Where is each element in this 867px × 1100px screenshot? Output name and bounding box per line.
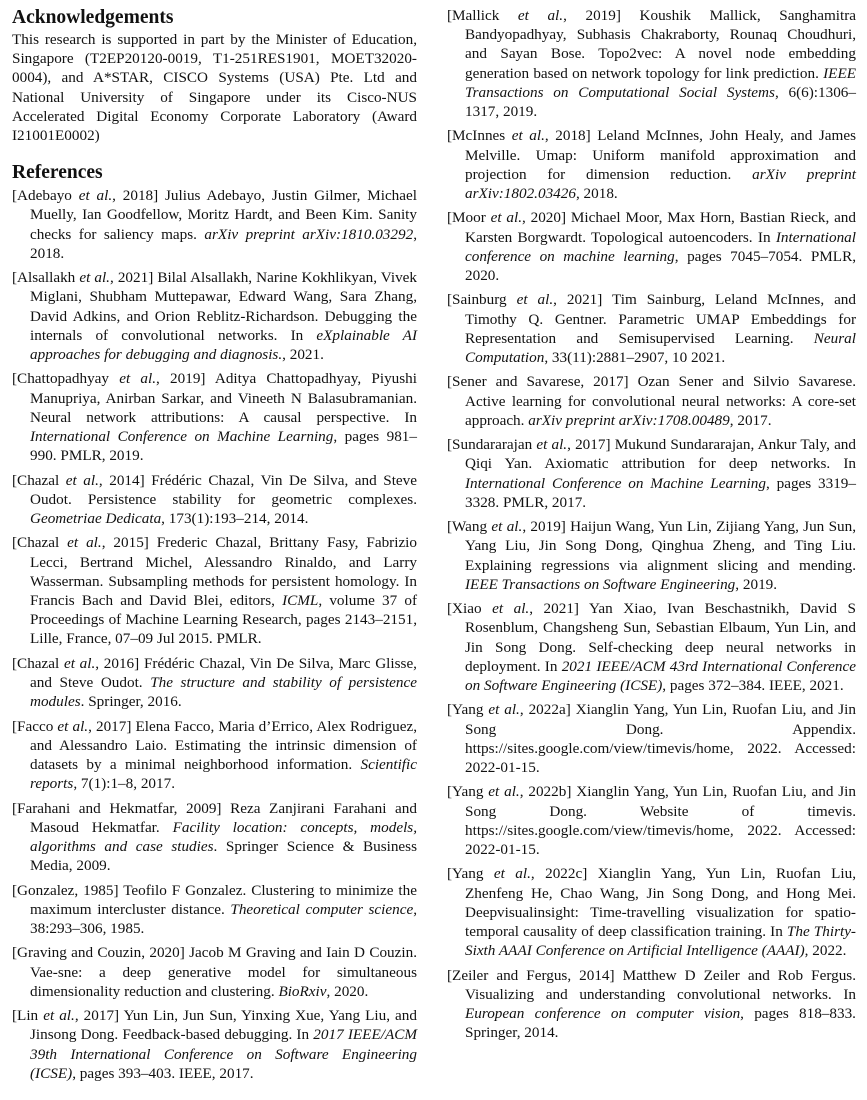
- reference-key-year: , 2018]: [112, 187, 166, 205]
- reference-details: , 7(1):1–8, 2017.: [73, 775, 175, 793]
- reference-entry: [447, 864, 856, 960]
- reference-details: , 2018.: [575, 185, 618, 203]
- reference-venue: European conference on computer vision: [465, 1005, 741, 1023]
- reference-authors-title: Michael Moor, Max Horn, Bastian Rieck, and Karsten Borgwardt. Topological autoencoders. In: [465, 209, 856, 246]
- reference-key: [Facco: [12, 717, 58, 735]
- reference-etal: et al.: [490, 209, 523, 227]
- reference-etal: et al.: [63, 654, 96, 672]
- reference-key: [Sener and Savarese, 2017]: [447, 373, 638, 391]
- reference-details: , volume 37 of Proceedings of Machine Learning Research, pages 2143–2151, Lille, France, 07–09 Jul 2015. PMLR.: [30, 592, 417, 648]
- reference-key-year: , 2022c]: [530, 865, 598, 883]
- reference-etal: et al.: [511, 127, 545, 145]
- reference-key: [Mallick: [447, 7, 518, 24]
- reference-key-year: , 2017]: [88, 717, 136, 735]
- reference-etal: et al.: [488, 701, 520, 719]
- reference-key: [Chattopadhyay: [12, 370, 120, 388]
- reference-details: , 2018.: [30, 225, 417, 262]
- reference-entry: [447, 700, 856, 777]
- reference-key: [Zeiler and Fergus, 2014]: [447, 966, 623, 984]
- reference-entry: [447, 966, 856, 1043]
- reference-venue: International Conference on Machine Learning: [30, 428, 334, 446]
- reference-key: [Wang: [447, 518, 492, 536]
- reference-key-year: , 2019]: [522, 518, 571, 536]
- reference-venue: 2021 IEEE/ACM 43rd International Conference on Software Engineering (ICSE): [465, 657, 856, 695]
- reference-venue: Neural Computation: [465, 329, 856, 367]
- reference-authors-title: Xianglin Yang, Yun Lin, Ruofan Liu, and Jin Song Dong. Appendix. https://sites.google.com/view/timevis/home, 2022. Accessed: 2022-01-15.: [465, 701, 856, 777]
- reference-entry: [12, 943, 417, 1001]
- reference-entry: [447, 290, 856, 367]
- reference-authors-title: Frédéric Chazal, Vin De Silva, Marc Glisse, and Steve Oudot.: [30, 654, 417, 692]
- reference-details: , 2021.: [282, 346, 324, 364]
- reference-venue: ICML: [282, 592, 319, 610]
- reference-entry: [447, 6, 856, 121]
- reference-entry: [447, 517, 856, 594]
- reference-venue: arXiv preprint arXiv:1802.03426: [465, 165, 856, 203]
- reference-authors-title: Teofilo F Gonzalez. Clustering to minimize the maximum intercluster distance.: [30, 881, 417, 918]
- reference-authors-title: Leland McInnes, John Healy, and James Melville. Umap: Uniform manifold approximation and projection for dimension reduction.: [465, 127, 856, 183]
- reference-entry: [447, 126, 856, 203]
- reference-key: [Alsallakh: [12, 269, 80, 287]
- reference-details: , 38:293–306, 1985.: [30, 900, 417, 938]
- reference-key-year: , 2022a]: [519, 701, 576, 719]
- reference-authors-title: Frederic Chazal, Brittany Fasy, Fabrizio Lecci, Bertrand Michel, Alessandro Rinaldo, and Larry Wasserman. Subsampling methods for persistent homology. In Francis Bach and David Blei, editors,: [30, 534, 417, 610]
- reference-authors-title: Aditya Chattopadhyay, Piyushi Manupriya, Anirban Sarkar, and Vineeth N Balasubramanian. Neural network attributions: A causal perspective. In: [30, 370, 417, 426]
- reference-authors-title: Mukund Sundararajan, Ankur Taly, and Qiqi Yan. Axiomatic attribution for deep networks. In: [465, 436, 856, 473]
- reference-entry: [447, 435, 856, 512]
- reference-venue: arXiv preprint arXiv:1708.00489: [528, 411, 730, 429]
- reference-venue: Geometriae Dedicata: [30, 510, 162, 528]
- reference-key-year: , 2022b]: [519, 783, 577, 801]
- reference-key-year: , 2020]: [522, 209, 571, 227]
- reference-authors-title: Koushik Mallick, Sanghamitra Bandyopadhyay, Subhasis Chakraborty, Rounaq Choudhuri, and Sayan Bose. Topo2vec: A novel node embedding generation based on network topology for link prediction.: [465, 7, 857, 82]
- reference-key: [Gonzalez, 1985]: [12, 881, 124, 899]
- reference-details: . Springer Science & Business Media, 2009.: [30, 838, 417, 875]
- reference-etal: et al.: [67, 534, 102, 552]
- reference-venue: The structure and stability of persistence modules: [30, 674, 417, 711]
- reference-key: [Chazal: [12, 534, 68, 552]
- reference-venue: Theoretical computer science: [230, 900, 414, 918]
- reference-details: , pages 7045–7054. PMLR, 2020.: [465, 247, 857, 285]
- reference-key-year: , 2016]: [95, 654, 144, 672]
- reference-authors-title: Reza Zanjirani Farahani and Masoud Hekmatfar.: [30, 799, 417, 836]
- reference-details: , pages 981–990. PMLR, 2019.: [30, 428, 417, 465]
- reference-venue: International Conference on Machine Learning: [465, 474, 766, 492]
- reference-entry: [12, 654, 417, 712]
- reference-key-year: , 2014]: [98, 471, 152, 489]
- reference-authors-title: Matthew D Zeiler and Rob Fergus. Visualizing and understanding convolutional networks. In: [465, 966, 857, 1003]
- reference-authors-title: Frédéric Chazal, Vin De Silva, and Steve Oudot. Persistence stability for geometric complexes.: [30, 471, 417, 508]
- reference-key: [Moor: [447, 209, 491, 227]
- reference-etal: et al.: [516, 291, 554, 309]
- reference-key-year: , 2019]: [156, 370, 215, 388]
- reference-etal: et al.: [65, 471, 99, 489]
- references-heading: References: [12, 162, 103, 184]
- reference-entry: [12, 533, 417, 648]
- reference-authors-title: Yan Xiao, Ivan Beschastnikh, David S Rosenblum, Changsheng Sun, Sebastian Elbaum, Yun Lin, and Jin Song Dong. Self-checking deep neural networks in deployment. In: [465, 600, 856, 675]
- reference-etal: et al.: [492, 600, 530, 618]
- reference-key: [Sundararajan: [447, 436, 537, 454]
- reference-venue: The Thirty-Sixth AAAI Conference on Artificial Intelligence (AAAI): [465, 923, 856, 960]
- acknowledgements-text: This research is supported in part by the Minister of Education, Singapore (T2EP20120-0019, T1-251RES1901, MOET32020-0004), and A*STAR, CISCO Systems (USA) Pte. Ltd and National University of Singapore under its Cisco-NUS Accelerated Digital Economy Corporate Laboratory (Award I21001E0002): [12, 31, 417, 145]
- reference-details: , 2017.: [729, 411, 772, 429]
- reference-entry: [447, 599, 856, 695]
- acknowledgements-heading: Acknowledgements: [12, 7, 174, 28]
- reference-authors-title: Xianglin Yang, Yun Lin, Ruofan Liu, Zhenfeng He, Chao Wang, Jin Song Dong, and Hong Mei. Deepvisualinsight: Time-travelling visualization for spatio-temporal causality of deep classification training. In: [465, 865, 856, 941]
- reference-entry: [12, 1006, 417, 1083]
- reference-authors-title: Yun Lin, Jun Sun, Yinxing Xue, Yang Liu, and Jinsong Dong. Feedback-based debugging. In: [30, 1007, 417, 1044]
- left-column: [12, 6, 417, 1088]
- reference-details: , 173(1):193–214, 2014.: [161, 510, 309, 528]
- reference-venue: IEEE Transactions on Computational Social Systems: [465, 64, 856, 101]
- reference-key: [Graving and Couzin, 2020]: [12, 944, 190, 962]
- reference-entry: [12, 268, 417, 364]
- references-list-left: [12, 186, 417, 1083]
- reference-entry: [12, 186, 417, 263]
- reference-key: [Chazal: [12, 654, 64, 672]
- reference-key: [Yang: [447, 783, 489, 801]
- references-list-right: [447, 6, 856, 1042]
- reference-entry: [447, 372, 856, 430]
- reference-authors-title: Xianglin Yang, Yun Lin, Ruofan Liu, and Jin Song Dong. Website of timevis. https://sites.google.com/view/timevis/home, 2022. Accessed: 2022-01-15.: [465, 783, 856, 859]
- reference-key: [Chazal: [12, 471, 66, 489]
- reference-details: , 2022.: [804, 942, 847, 960]
- right-column: [447, 6, 856, 1048]
- reference-key: [Farahani and Hekmatfar, 2009]: [12, 799, 231, 817]
- reference-authors-title: Haijun Wang, Yun Lin, Zijiang Yang, Jun Sun, Yang Liu, Jin Song Dong, Qinghua Zheng, and Ting Liu. Explaining regressions via alignment slicing and mending.: [465, 518, 857, 574]
- reference-authors-title: Jacob M Graving and Iain D Couzin. Vae-sne: a deep generative model for simultaneous dimensionality reduction and clustering.: [30, 944, 418, 1000]
- reference-etal: et al.: [517, 7, 564, 24]
- reference-venue: eXplainable AI approaches for debugging and diagnosis.: [30, 326, 417, 364]
- reference-key: [Yang: [447, 701, 489, 719]
- reference-etal: et al.: [43, 1007, 75, 1025]
- reference-venue: arXiv preprint arXiv:1810.03292: [204, 225, 414, 243]
- reference-entry: [12, 717, 417, 794]
- reference-entry: [447, 208, 856, 285]
- reference-details: , 33(11):2881–2907, 10 2021.: [544, 349, 726, 367]
- reference-authors-title: Elena Facco, Maria d’Errico, Alex Rodriguez, and Alessandro Laio. Estimating the intrinsic dimension of datasets by a minimal neighborhood information.: [30, 717, 418, 774]
- reference-key: [Sainburg: [447, 291, 517, 309]
- reference-key-year: , 2021]: [553, 291, 612, 309]
- reference-etal: et al.: [78, 187, 113, 205]
- reference-etal: et al.: [79, 269, 110, 287]
- reference-venue: Scientific reports: [30, 756, 417, 793]
- reference-entry: [12, 369, 417, 465]
- reference-entry: [12, 471, 417, 529]
- reference-details: , 2020.: [326, 982, 369, 1000]
- reference-entry: [12, 799, 417, 876]
- reference-etal: et al.: [57, 717, 89, 735]
- reference-venue: IEEE Transactions on Software Engineering: [465, 575, 736, 593]
- reference-venue: BioRxiv: [278, 982, 327, 1000]
- reference-key-year: , 2019]: [563, 7, 640, 24]
- reference-key-year: , 2017]: [74, 1007, 124, 1025]
- reference-key: [Adebayo: [12, 187, 79, 205]
- reference-details: , 2019.: [735, 575, 778, 593]
- reference-etal: et al.: [536, 436, 568, 454]
- reference-details: , 6(6):1306–1317, 2019.: [465, 83, 856, 121]
- reference-key: [Lin: [12, 1007, 44, 1025]
- reference-authors-title: Ozan Sener and Silvio Savarese. Active learning for convolutional neural networks: A core-set approach.: [465, 373, 856, 429]
- reference-key-year: , 2021]: [109, 269, 158, 287]
- reference-details: . Springer, 2016.: [80, 693, 182, 711]
- reference-key-year: , 2017]: [567, 436, 615, 454]
- reference-venue: Facility location: concepts, models, algorithms and case studies: [30, 818, 418, 856]
- reference-entry: [447, 782, 856, 859]
- reference-etal: et al.: [493, 865, 531, 883]
- reference-venue: 2017 IEEE/ACM 39th International Conference on Software Engineering (ICSE): [30, 1026, 418, 1082]
- reference-authors-title: Bilal Alsallakh, Narine Kokhlikyan, Vivek Miglani, Shubham Muttepawar, Edward Wang, Sara Zhang, David Adkins, and Orion Reblitz-Richardson. Debugging the internals of convolutional networks. In: [30, 269, 418, 344]
- reference-authors-title: Tim Sainburg, Leland McInnes, and Timothy Q. Gentner. Parametric UMAP Embeddings for Representation and Semisupervised Learning.: [465, 291, 856, 347]
- reference-entry: [12, 881, 417, 939]
- reference-key: [Yang: [447, 865, 494, 883]
- reference-venue: International conference on machine learning: [465, 228, 856, 265]
- reference-key-year: , 2021]: [529, 600, 589, 618]
- reference-authors-title: Julius Adebayo, Justin Gilmer, Michael Muelly, Ian Goodfellow, Moritz Hardt, and Been Kim. Sanity checks for saliency maps.: [30, 187, 417, 243]
- reference-details: , pages 3319–3328. PMLR, 2017.: [465, 474, 856, 511]
- reference-key-year: , 2018]: [544, 127, 598, 145]
- reference-etal: et al.: [119, 370, 157, 388]
- reference-key: [McInnes: [447, 127, 512, 145]
- reference-key-year: , 2015]: [101, 534, 157, 552]
- reference-details: , pages 818–833. Springer, 2014.: [465, 1005, 856, 1042]
- reference-details: , pages 372–384. IEEE, 2021.: [662, 677, 844, 695]
- reference-etal: et al.: [488, 783, 520, 801]
- reference-key: [Xiao: [447, 600, 493, 618]
- reference-etal: et al.: [491, 518, 523, 536]
- reference-details: , pages 393–403. IEEE, 2017.: [72, 1064, 254, 1082]
